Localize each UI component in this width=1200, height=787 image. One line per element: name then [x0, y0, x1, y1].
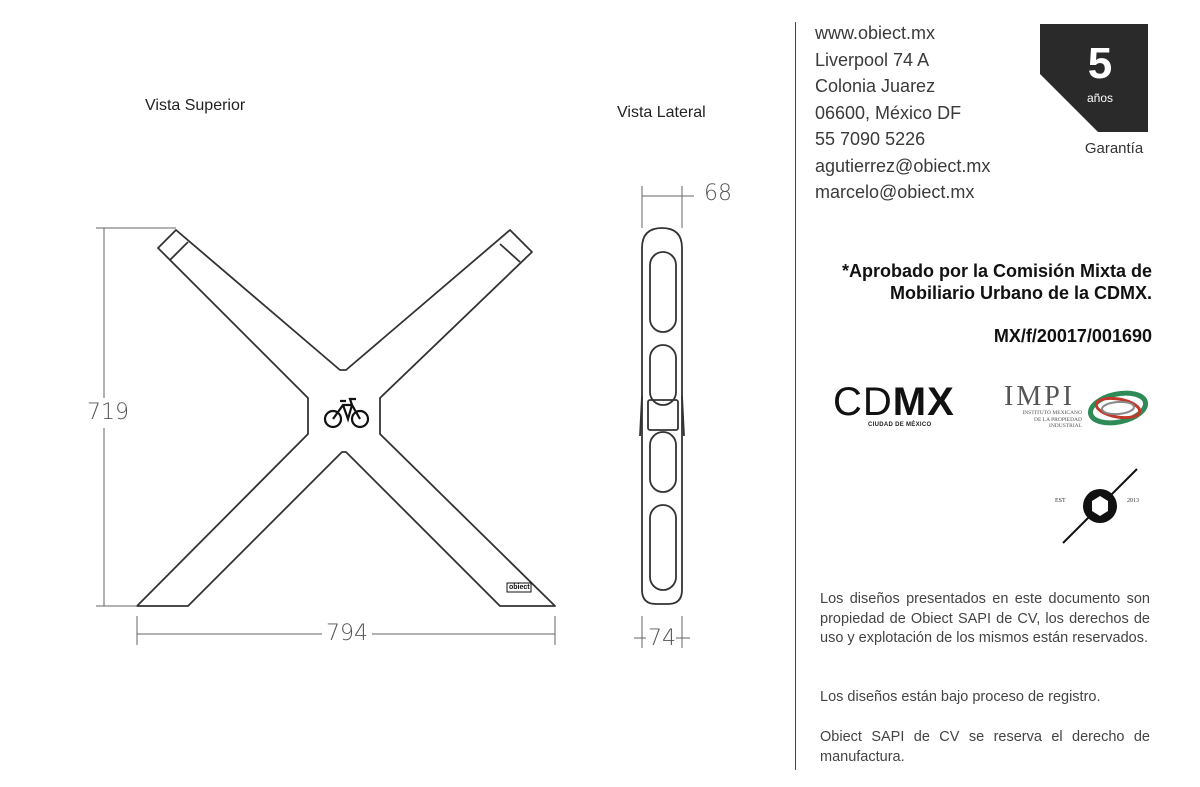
- registration-number: MX/f/20017/001690: [993, 326, 1152, 346]
- corner-tag-text: obiect: [509, 584, 530, 591]
- side-bottom-dimension: 74: [648, 626, 676, 651]
- rack-side-view: [640, 228, 684, 604]
- email-marcelo[interactable]: marcelo@obiect.mx: [815, 182, 975, 202]
- impi-sub-line-1: INSTITUTO MEXICANO: [1022, 410, 1082, 416]
- warranty-label: Garantía: [1084, 140, 1144, 157]
- est-label: EST: [1055, 498, 1066, 504]
- est-year: 2013: [1127, 498, 1139, 504]
- approval-text: [800, 260, 1152, 304]
- height-dimension: 719: [87, 400, 129, 425]
- impi-logo-subtitle: [1004, 410, 1082, 430]
- est-logo-icon: [1055, 465, 1145, 547]
- vertical-divider: [795, 22, 796, 770]
- address-city: 06600, México DF: [815, 102, 962, 123]
- cdmx-logo: [833, 380, 955, 424]
- legal-paragraph-1: Los diseños presentados en este documento son propiedad de Obiect SAPI de CV, los derechos de uso y explotación de los mismos están reservados.: [820, 591, 1150, 646]
- side-top-dimension: 68: [704, 181, 732, 206]
- impi-sub-line-2: DE LA PROPIEDAD: [1034, 416, 1082, 423]
- warranty-years-unit: años: [1086, 91, 1114, 105]
- address-colony: Colonia Juarez: [815, 76, 936, 96]
- cdmx-logo-light: CD: [833, 380, 893, 424]
- impi-sub-line-3: INDUSTRIAL: [1049, 423, 1082, 429]
- x-rack-top-view: [137, 230, 555, 606]
- side-view-label: Vista Lateral: [617, 104, 706, 121]
- impi-logo: IMPI: [1004, 381, 1076, 412]
- website-link[interactable]: www.obiect.mx: [815, 23, 936, 43]
- cdmx-logo-subtitle: CIUDAD DE MÉXICO: [868, 422, 932, 428]
- bicycle-icon: [325, 399, 368, 427]
- dimension-lines-side: [634, 186, 694, 648]
- legal-paragraph-2: Los diseños están bajo proceso de registro.: [820, 689, 1101, 705]
- email-agutierrez[interactable]: agutierrez@obiect.mx: [815, 155, 991, 176]
- impi-emblem-icon: [1086, 384, 1150, 432]
- cdmx-logo-bold: MX: [892, 380, 955, 424]
- dimension-lines-top: [96, 228, 555, 645]
- top-view-label: Vista Superior: [145, 97, 246, 114]
- legal-paragraph-3: Obiect SAPI de CV se reserva el derecho de manufactura.: [820, 729, 1150, 765]
- address-street: Liverpool 74 A: [815, 49, 930, 70]
- phone-number: 55 7090 5226: [815, 129, 926, 149]
- warranty-years-number: 5: [1087, 39, 1113, 88]
- width-dimension: 794: [326, 621, 368, 646]
- approval-line-2: Mobiliario Urbano de la CDMX.: [889, 283, 1152, 303]
- contact-block: [815, 20, 990, 206]
- approval-line-1: *Aprobado por la Comisión Mixta de: [841, 261, 1152, 281]
